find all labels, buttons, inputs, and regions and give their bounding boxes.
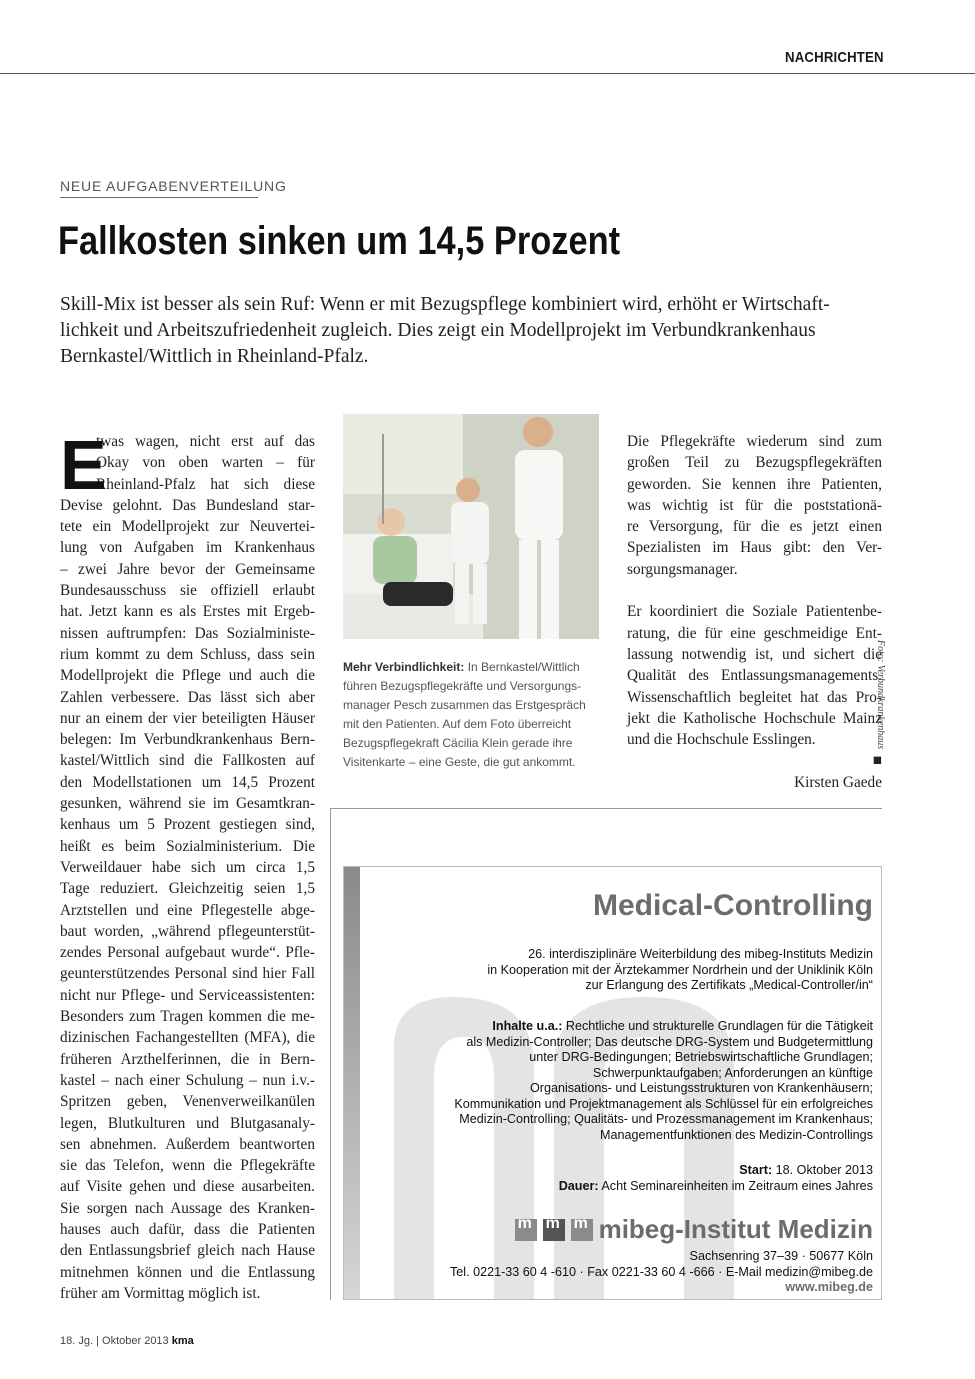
body-line: dizinischen Fachangestellten (MFA), die — [60, 1029, 315, 1047]
header-rule — [0, 73, 975, 74]
body-line: kenhaus um 5 Prozent gestiegen sind, — [60, 816, 315, 834]
caption-line: manager Pesch zusammen das Erstgespräch — [343, 698, 586, 712]
ad-content-line: Rechtliche und strukturelle Grundlagen für die Tätigkeit — [562, 1019, 873, 1033]
lead-paragraph — [60, 292, 860, 370]
ad-intro-line: in Kooperation mit der Ärztekammer Nordrhein und der Uniklinik Köln — [487, 962, 873, 977]
ad-content-line: Managementfunktionen des Medizin-Controllings — [599, 1127, 873, 1142]
end-mark: ■ — [872, 752, 882, 770]
photo-illustration — [343, 414, 599, 639]
body-line: Wissenschaftlich begleitet hat das Pro- — [627, 688, 882, 706]
ad-dates — [559, 1163, 873, 1194]
folio-date: Oktober 2013 — [102, 1335, 169, 1347]
body-line: sen abnehmen. Außerdem beantworten — [60, 1135, 315, 1153]
body-line: hauses auch dafür, dass die Patienten — [60, 1220, 315, 1238]
body-line: Er koordiniert die Soziale Patientenbe- — [627, 603, 882, 621]
body-line: Modellprojekt die Pflege und auch die — [60, 667, 315, 685]
ad-duration-label: Dauer: — [558, 1178, 599, 1193]
body-column-1 — [60, 426, 315, 1304]
ad-content-line: als Medizin-Controller; Das deutsche DRG-System und Budgetermittlung — [466, 1034, 873, 1049]
body-line: sie das Telefon, wenn die Pflegekräfte — [60, 1157, 315, 1175]
body-line: großen Teil zu Bezugspflegekräften — [627, 454, 882, 472]
body-line: mitnehmen können und die Entlassung — [60, 1263, 315, 1281]
body-line: Bundesausschuss sie offiziell erlaubt — [60, 582, 315, 600]
caption-line: führen Bezugspflegekräfte und Versorgungs- — [343, 679, 582, 693]
article-photo — [343, 414, 599, 639]
logo-square-icon — [543, 1219, 565, 1241]
ad-logo — [515, 1214, 873, 1245]
author: Kirsten Gaede — [794, 773, 882, 791]
logo-square-icon — [515, 1219, 537, 1241]
logo-square-icon — [571, 1219, 593, 1241]
body-line: Spritzen geben, Venenverweilkanülen — [60, 1093, 315, 1111]
ad-content-line: Medizin-Controlling; Qualitäts- und Prozessmanagement im Krankenhaus; — [459, 1112, 873, 1126]
body-line: twas wagen, nicht erst auf das — [96, 433, 315, 450]
ad-contact — [450, 1249, 873, 1296]
body-line: Spezialisten im Haus gibt: den Ver- — [627, 539, 882, 557]
body-line: Okay von oben warten – für — [96, 454, 315, 472]
body-line: den Entlassungsbrief gleich nach Hause — [60, 1242, 315, 1260]
ad-address: Sachsenring 37–39 · 50677 Köln — [689, 1249, 873, 1263]
body-line: und die Hochschule Esslingen. — [627, 731, 816, 749]
body-column-3 — [627, 431, 882, 793]
ad-logo-text: mibeg-Institut Medizin — [598, 1214, 873, 1244]
body-line: Die Pflegekräfte wiederum sind zum — [627, 433, 882, 450]
drop-cap: E — [60, 426, 107, 504]
ad-side-bar — [344, 867, 360, 1299]
body-line: re Versorgung, für die es jetzt einen — [627, 518, 882, 536]
caption-lead: Mehr Verbindlichkeit: — [343, 660, 465, 674]
ad-content-line: unter DRG-Bedingungen; Betriebswirtschaftliche Grundlagen; — [529, 1050, 873, 1064]
body-line: legen, Blutkulturen und Blutgasanaly- — [60, 1114, 315, 1132]
body-line: Zahlen verbessere. Das lässt sich aber — [60, 688, 315, 706]
body-line: baut worden, „während pflegeunterstüt- — [60, 922, 315, 940]
body-line: Devise gelohnt. Das Bundesland star- — [60, 496, 315, 514]
ad-phone-email: Tel. 0221-33 60 4 -610 · Fax 0221-33 60 4 -666 · E-Mail medizin@mibeg.de — [449, 1264, 873, 1279]
body-line: hat. Jetzt kann es als Erstes mit Ergeb- — [60, 603, 315, 621]
ad-content-label: Inhalte u.a.: — [492, 1019, 563, 1033]
body-line: belegen: Im Verbundkrankenhaus Bern- — [60, 731, 315, 749]
caption-line: In Bernkastel/Wittlich — [464, 660, 580, 674]
kicker: NEUE AUFGABENVERTEILUNG — [60, 178, 287, 194]
body-line: früher am Vormittag möglich ist. — [60, 1284, 261, 1302]
section-label: NACHRICHTEN — [785, 49, 884, 66]
ad-start-label: Start: — [739, 1163, 773, 1177]
caption-line: mit den Patienten. Auf dem Foto überreicht — [343, 717, 572, 731]
body-line: tete ein Modellprojekt zur Neuvertei- — [60, 518, 315, 536]
body-line: ratung, die für eine geschmeidige Ent- — [627, 624, 882, 642]
photo-caption — [343, 658, 599, 772]
folio-brand: kma — [171, 1335, 194, 1347]
ad-separator-top — [330, 808, 882, 809]
page-folio — [60, 1335, 194, 1347]
body-line: sorgungsmanager. — [627, 560, 738, 578]
kicker-underline — [60, 197, 258, 198]
body-line: kastel – nach einer Schulung – nun i.v.- — [60, 1071, 315, 1089]
lead-line: Skill-Mix ist besser als sein Ruf: Wenn er mit Bezugspflege kombiniert wird, erhöht er Wirtschaft- — [60, 294, 830, 315]
body-line: kastel/Wittlich sind die Fallkosten auf — [60, 752, 315, 770]
body-line: geworden. Sie kennen ihre Patienten, — [627, 475, 882, 493]
body-line: lassung notwendig ist, und sichert die — [627, 645, 882, 663]
ad-content — [454, 1019, 873, 1143]
body-line: den Modellstationen um 14,5 Prozent — [60, 773, 315, 791]
body-line: zendes Personal aufgebaut wurde“. Pfle- — [60, 944, 315, 962]
body-line: geunterstützendes Personal sind hier Fall — [60, 965, 315, 983]
body-line: Tage reduziert. Gleichzeitig seien 1,5 — [60, 880, 315, 898]
advertisement — [343, 866, 882, 1300]
ad-content-line: Schwerpunktaufgaben; Anforderungen an künftige — [592, 1065, 873, 1080]
ad-duration-value: Acht Seminareinheiten im Zeitraum eines Jahres — [598, 1178, 873, 1193]
lead-line: Bernkastel/Wittlich in Rheinland-Pfalz. — [60, 346, 369, 367]
ad-website: www.mibeg.de — [785, 1280, 873, 1294]
body-line: – zwei Jahre bevor der Gemeinsame — [60, 560, 315, 578]
folio-divider: | — [96, 1335, 99, 1347]
body-line: gesunken, während sie im Gesamtkran- — [60, 795, 315, 813]
caption-line: Visitenkarte – eine Geste, die gut ankommt. — [343, 755, 576, 769]
body-line: nur an einem der vier beteiligten Häuser — [60, 709, 315, 727]
ad-intro — [487, 947, 873, 994]
body-line: nissen auftrumpfen: Das Sozialministe- — [60, 624, 315, 642]
ad-intro-line: 26. interdisziplinäre Weiterbildung des mibeg-Instituts Medizin — [528, 947, 873, 961]
body-line: lung von Aufgaben im Krankenhaus — [60, 539, 315, 557]
body-line: was wichtig ist für die poststationä- — [627, 496, 882, 514]
folio-issue: 18. Jg. — [60, 1335, 94, 1347]
headline: Fallkosten sinken um 14,5 Prozent — [58, 219, 621, 263]
body-line: Qualität des Entlassungsmanagements. — [627, 667, 882, 685]
body-line: früheren Arzthelferinnen, die in Bern- — [60, 1050, 315, 1068]
body-line: nicht nur Pflege- und Serviceassistenten: — [60, 986, 315, 1004]
body-line: auf Visite gehen und diese ausarbeiten. — [60, 1178, 315, 1196]
ad-title: Medical-Controlling — [593, 889, 873, 922]
body-line: Sie sorgen nach Aussage des Kranken- — [60, 1199, 315, 1217]
ad-content-line: Kommunikation und Projektmanagement als Schlüssel für ein erfolgreiches — [454, 1096, 873, 1111]
body-line: Arztstellen und eine Pflegestelle abge- — [60, 901, 315, 919]
body-line: Verweildauer habe sich um circa 1,5 — [60, 858, 315, 876]
body-line: Besonders zum Tragen kommen die me- — [60, 1008, 315, 1026]
lead-line: lichkeit und Arbeitszufriedenheit zugleich. Dies zeigt ein Modellprojekt im Verbundkrankenhaus — [60, 320, 816, 341]
photo-credit: Foto: Verbundkrankenhaus — [875, 640, 886, 750]
body-line: Rheinland-Pfalz hat sich diese — [96, 475, 315, 493]
ad-intro-line: zur Erlangung des Zertifikats „Medical-Controller/in“ — [585, 978, 873, 992]
body-line: heißt es beim Sozialministerium. Die — [60, 837, 315, 855]
body-line: rium kommt zu dem Schluss, dass sein — [60, 645, 315, 663]
caption-line: Bezugspflegekraft Cäcilia Klein gerade ihre — [343, 736, 573, 750]
ad-separator-left — [330, 808, 331, 1300]
body-line: jekt die Katholische Hochschule Mainz — [627, 709, 882, 727]
ad-content-line: Organisations- und Leistungsstrukturen von Krankenhäusern; — [529, 1081, 873, 1095]
ad-start-value: 18. Oktober 2013 — [772, 1163, 873, 1177]
